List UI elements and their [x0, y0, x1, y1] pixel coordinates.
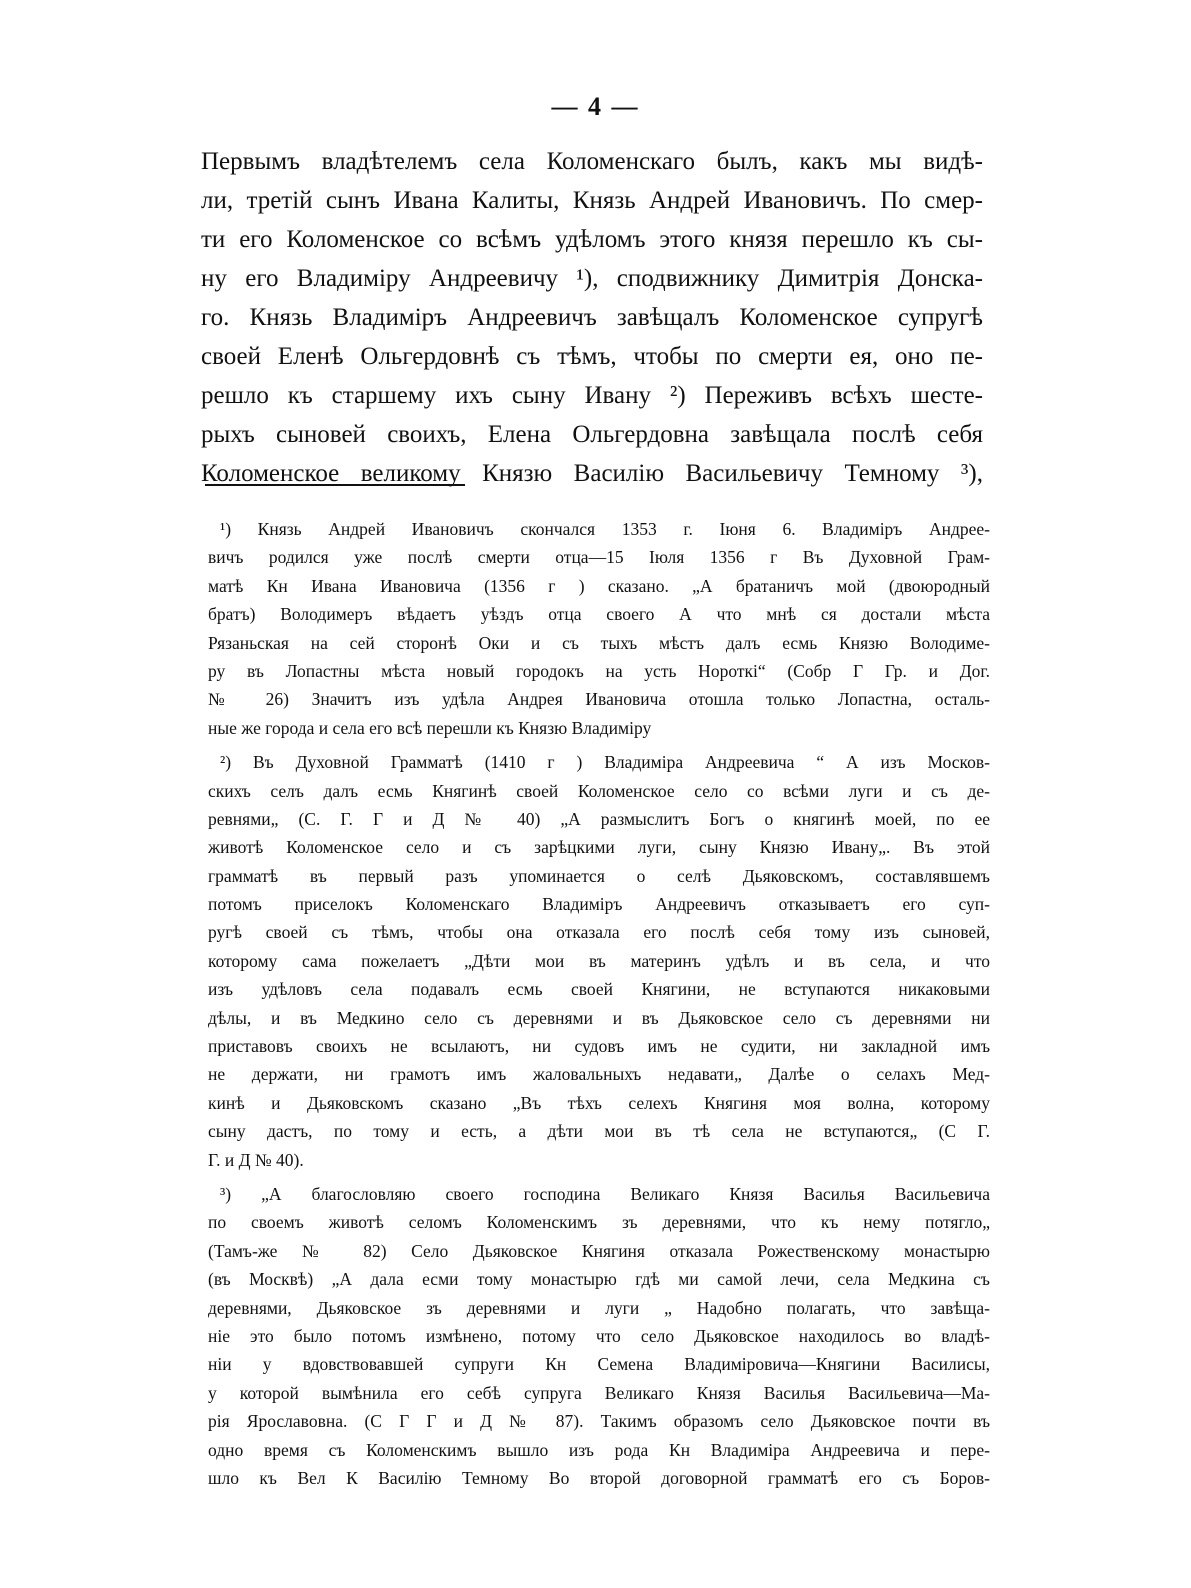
main-text-line: решло къ старшему ихъ сыну Ивану ²) Переживъ всѣхъ шесте- — [201, 382, 983, 409]
main-text-line: ну его Владиміру Андреевичу ¹), сподвижнику Димитрія Донска- — [201, 265, 983, 292]
footnote-line: матѣ Кн Ивана Ивановича (1356 г ) сказано. „А братаничъ мой (двоюродный — [208, 575, 990, 596]
footnote-divider — [205, 484, 465, 486]
footnote-line: Рязаньская на сей сторонѣ Оки и съ тыхъ мѣстъ далъ есмь Князю Володиме- — [208, 632, 990, 653]
footnote-3 — [208, 1180, 990, 1492]
footnote-line: которому сама пожелаетъ „Дѣти мои въ материнъ удѣлъ и въ села, и что — [208, 950, 990, 971]
footnote-2 — [208, 748, 990, 1174]
footnote-line: не держати, ни грамотъ имъ жаловальныхъ недавати„ Далѣе о селахъ Мед- — [208, 1064, 990, 1085]
footnote-line: изъ удѣловъ села подавалъ есмь своей Княгини, не вступаются никаковыми — [208, 979, 990, 1000]
footnote-line: деревнями, Дьяковское зъ деревнями и луги „ Надобно полагать, что завѣща- — [208, 1297, 990, 1318]
main-text-line: ли, третій сынъ Ивана Калиты, Князь Андрей Ивановичъ. По смер- — [201, 187, 983, 214]
footnote-line: ²) Въ Духовной Грамматѣ (1410 г ) Владиміра Андреевича “ А изъ Москов- — [220, 752, 990, 773]
footnote-line: скихъ селъ далъ есмь Княгинѣ своей Коломенское село со всѣми луги и съ де- — [208, 780, 990, 801]
footnote-1 — [208, 515, 990, 742]
footnote-line: приставовъ своихъ не всылаютъ, ни судовъ имъ не судити, ни закладной имъ — [208, 1036, 990, 1057]
footnote-line: шло къ Вел К Василію Темному Во второй договорной грамматѣ его съ Боров- — [208, 1467, 990, 1488]
main-text-line: Коломенское великому Князю Василію Васильевичу Темному ³), — [201, 460, 983, 487]
footnote-line: ніе это было потомъ измѣнено, потому что село Дьяковское находилось во владѣ- — [208, 1325, 990, 1346]
footnote-line: ³) „А благословляю своего господина Великаго Князя Василья Васильевича — [220, 1183, 990, 1204]
page-number: — 4 — — [551, 92, 640, 121]
main-text-line: своей Еленѣ Ольгердовнѣ съ тѣмъ, чтобы по смерти ея, оно пе- — [201, 343, 983, 370]
footnote-line: одно время съ Коломенскимъ вышло изъ рода Кн Владиміра Андреевича и пере- — [208, 1439, 990, 1460]
footnote-line: братъ) Володимеръ вѣдаетъ уѣздъ отца своего А что мнѣ ся достали мѣста — [208, 604, 990, 625]
footnote-line: дѣлы, и въ Медкино село съ деревнями и въ Дьяковское село съ деревнями ни — [208, 1007, 990, 1028]
footnote-line: ругѣ своей съ тѣмъ, чтобы она отказала его послѣ себя тому изъ сыновей, — [208, 922, 990, 943]
footnote-line: потомъ приселокъ Коломенскаго Владиміръ Андреевичъ отказываетъ его суп- — [208, 894, 990, 915]
footnote-line: кинѣ и Дьяковскомъ сказано „Въ тѣхъ селехъ Княгиня моя волна, которому — [208, 1092, 990, 1113]
footnote-line: ру въ Лопастны мѣста новый городокъ на усть Нороткі“ (Собр Г Гр. и Дог. — [208, 660, 990, 681]
footnote-line: (въ Москвѣ) „А дала есми тому монастырю гдѣ ми самой лечи, села Медкина съ — [208, 1269, 990, 1290]
footnote-line: по своемъ животѣ селомъ Коломенскимъ зъ деревнями, что къ нему потягло„ — [208, 1212, 990, 1233]
footnote-line: ревнями„ (С. Г. Г и Д № 40) „А размыслитъ Богъ о княгинѣ моей, по ее — [208, 808, 990, 829]
footnote-line: вичъ родился уже послѣ смерти отца—15 Іюля 1356 г Въ Духовной Грам- — [208, 547, 990, 568]
main-text-line: го. Князь Владиміръ Андреевичъ завѣщалъ Коломенское супругѣ — [201, 304, 983, 331]
main-text-line: Первымъ владѣтелемъ села Коломенскаго былъ, какъ мы видѣ- — [201, 148, 983, 175]
footnotes — [208, 515, 990, 1492]
footnote-line: (Тамъ-же № 82) Село Дьяковское Княгиня отказала Рожественскому монастырю — [208, 1240, 990, 1261]
footnote-line: № 26) Значитъ изъ удѣла Андрея Ивановича отошла только Лопастна, осталь- — [208, 689, 990, 710]
footnote-line: рія Ярославовна. (С Г Г и Д № 87). Такимъ образомъ село Дьяковское почти въ — [208, 1411, 990, 1432]
footnote-line: грамматѣ въ первый разъ упоминается о селѣ Дьяковскомъ, составлявшемъ — [208, 865, 990, 886]
main-text-line: ти его Коломенское со всѣмъ удѣломъ этого князя перешло къ сы- — [201, 226, 983, 253]
footnote-line: у которой вымѣнила его себѣ супруга Великаго Князя Василья Васильевича—Ма- — [208, 1382, 990, 1403]
main-text-line: рыхъ сыновей своихъ, Елена Ольгердовна завѣщала послѣ себя — [201, 421, 983, 448]
main-text — [201, 142, 983, 493]
footnote-line: ¹) Князь Андрей Ивановичъ скончался 1353 г. Іюня 6. Владиміръ Андрее- — [220, 519, 990, 539]
footnote-line: Г. и Д № 40). — [208, 1149, 304, 1170]
footnote-line: сыну дастъ, по тому и есть, а дѣти мои въ тѣ села не вступаются„ (С Г. — [208, 1121, 990, 1142]
footnote-line: ные же города и села его всѣ перешли къ Князю Владиміру — [208, 717, 652, 738]
footnote-line: животѣ Коломенское село и съ зарѣцкими луги, сыну Князю Ивану„. Въ этой — [208, 837, 990, 858]
footnote-line: ніи у вдовствовавшей супруги Кн Семена Владиміровича—Княгини Василисы, — [208, 1354, 990, 1375]
